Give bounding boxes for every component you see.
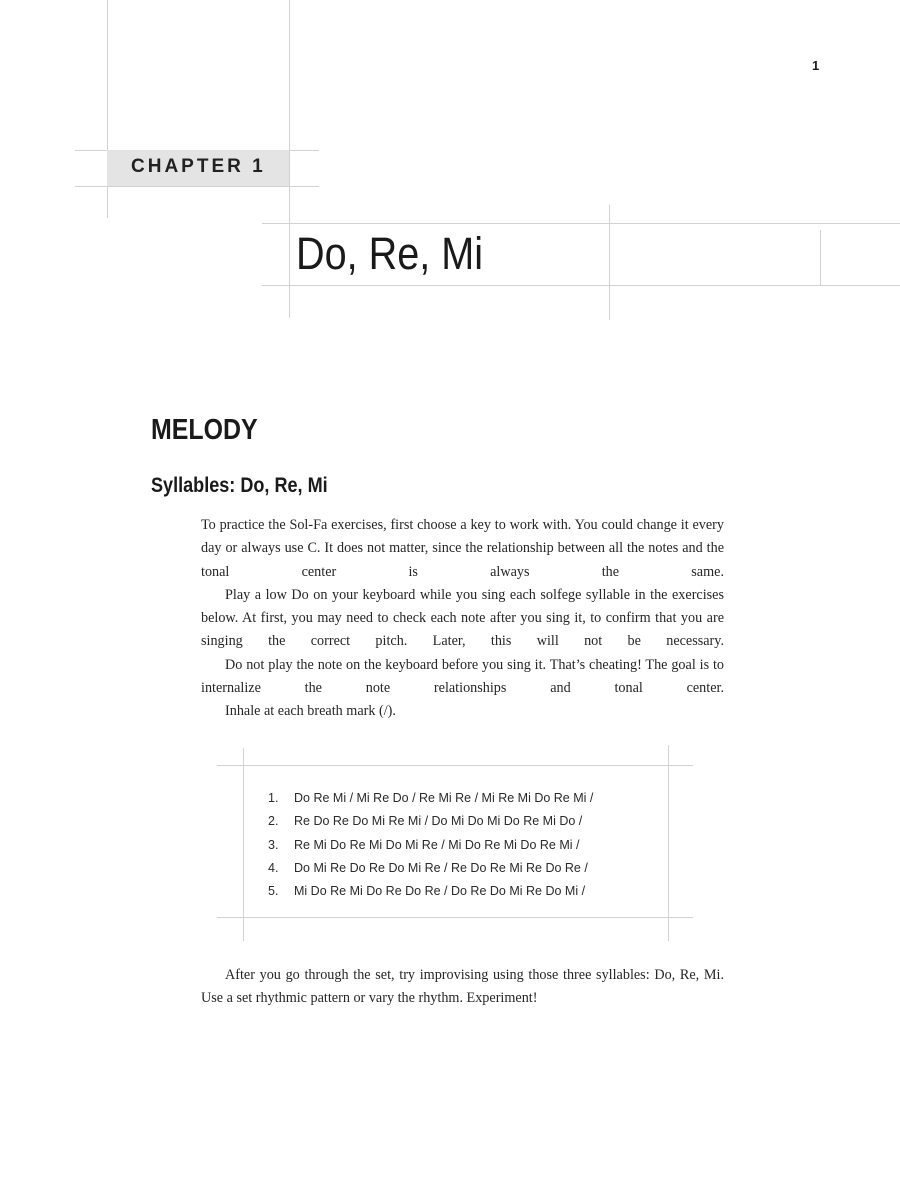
body-paragraph: Do not play the note on the keyboard before you sing it. That’s cheating! The goal is to internalize the note relationships and tonal center. — [201, 656, 724, 697]
exercise-number: 4. — [268, 860, 279, 875]
exercise-number: 5. — [268, 884, 279, 899]
subsection-heading: Syllables: Do, Re, Mi — [151, 474, 328, 497]
body-text — [201, 514, 724, 724]
chapter-label: CHAPTER 1 — [131, 156, 266, 177]
exercise-box-line — [217, 917, 693, 918]
exercise-item — [268, 880, 593, 903]
exercise-text: Re Mi Do Re Mi Do Mi Re / Mi Do Re Mi Do Re Mi / — [294, 837, 580, 852]
grid-line — [289, 0, 290, 318]
chapter-title: Do, Re, Mi — [296, 228, 484, 279]
body-paragraph: Play a low Do on your keyboard while you sing each solfege syllable in the exercises below. At first, you may need to check each note after you sing it, to confirm that you are singing the correct pitch. Later, this will not be necessary. — [201, 586, 724, 650]
exercise-text: Mi Do Re Mi Do Re Do Re / Do Re Do Mi Re Do Mi / — [294, 884, 586, 899]
body-paragraph: To practice the Sol-Fa exercises, first choose a key to work with. You could change it every day or always use C. It does not matter, since the relationship between all the notes and the tonal center is always the same. — [201, 517, 724, 580]
exercise-text: Do Re Mi / Mi Re Do / Re Mi Re / Mi Re Mi Do Re Mi / — [294, 791, 594, 805]
grid-line — [609, 205, 610, 320]
exercise-item — [268, 787, 593, 810]
exercise-number: 3. — [268, 837, 279, 852]
closing-paragraph: After you go through the set, try improvising using those three syllables: Do, Re, Mi. Use a set rhythmic pattern or vary the rhythm. Experiment! — [201, 967, 724, 1007]
grid-line — [75, 186, 319, 187]
exercise-item — [268, 810, 593, 833]
exercise-box-line — [217, 765, 693, 766]
grid-line — [262, 223, 900, 224]
section-heading: MELODY — [151, 414, 258, 446]
exercise-number: 2. — [268, 814, 279, 829]
exercise-item — [268, 834, 593, 857]
exercise-text: Do Mi Re Do Re Do Mi Re / Re Do Re Mi Re Do Re / — [294, 860, 588, 875]
exercise-list — [268, 787, 593, 903]
page-number: 1 — [812, 58, 820, 73]
exercise-box-line — [668, 745, 669, 941]
exercise-number: 1. — [268, 791, 279, 805]
body-paragraph: Inhale at each breath mark (/). — [225, 703, 396, 720]
exercise-item — [268, 857, 593, 880]
exercise-text: Re Do Re Do Mi Re Mi / Do Mi Do Mi Do Re Mi Do / — [294, 814, 583, 829]
closing-text — [201, 964, 724, 1011]
exercise-box-line — [243, 748, 244, 941]
grid-line — [820, 230, 821, 285]
grid-line — [262, 285, 900, 286]
